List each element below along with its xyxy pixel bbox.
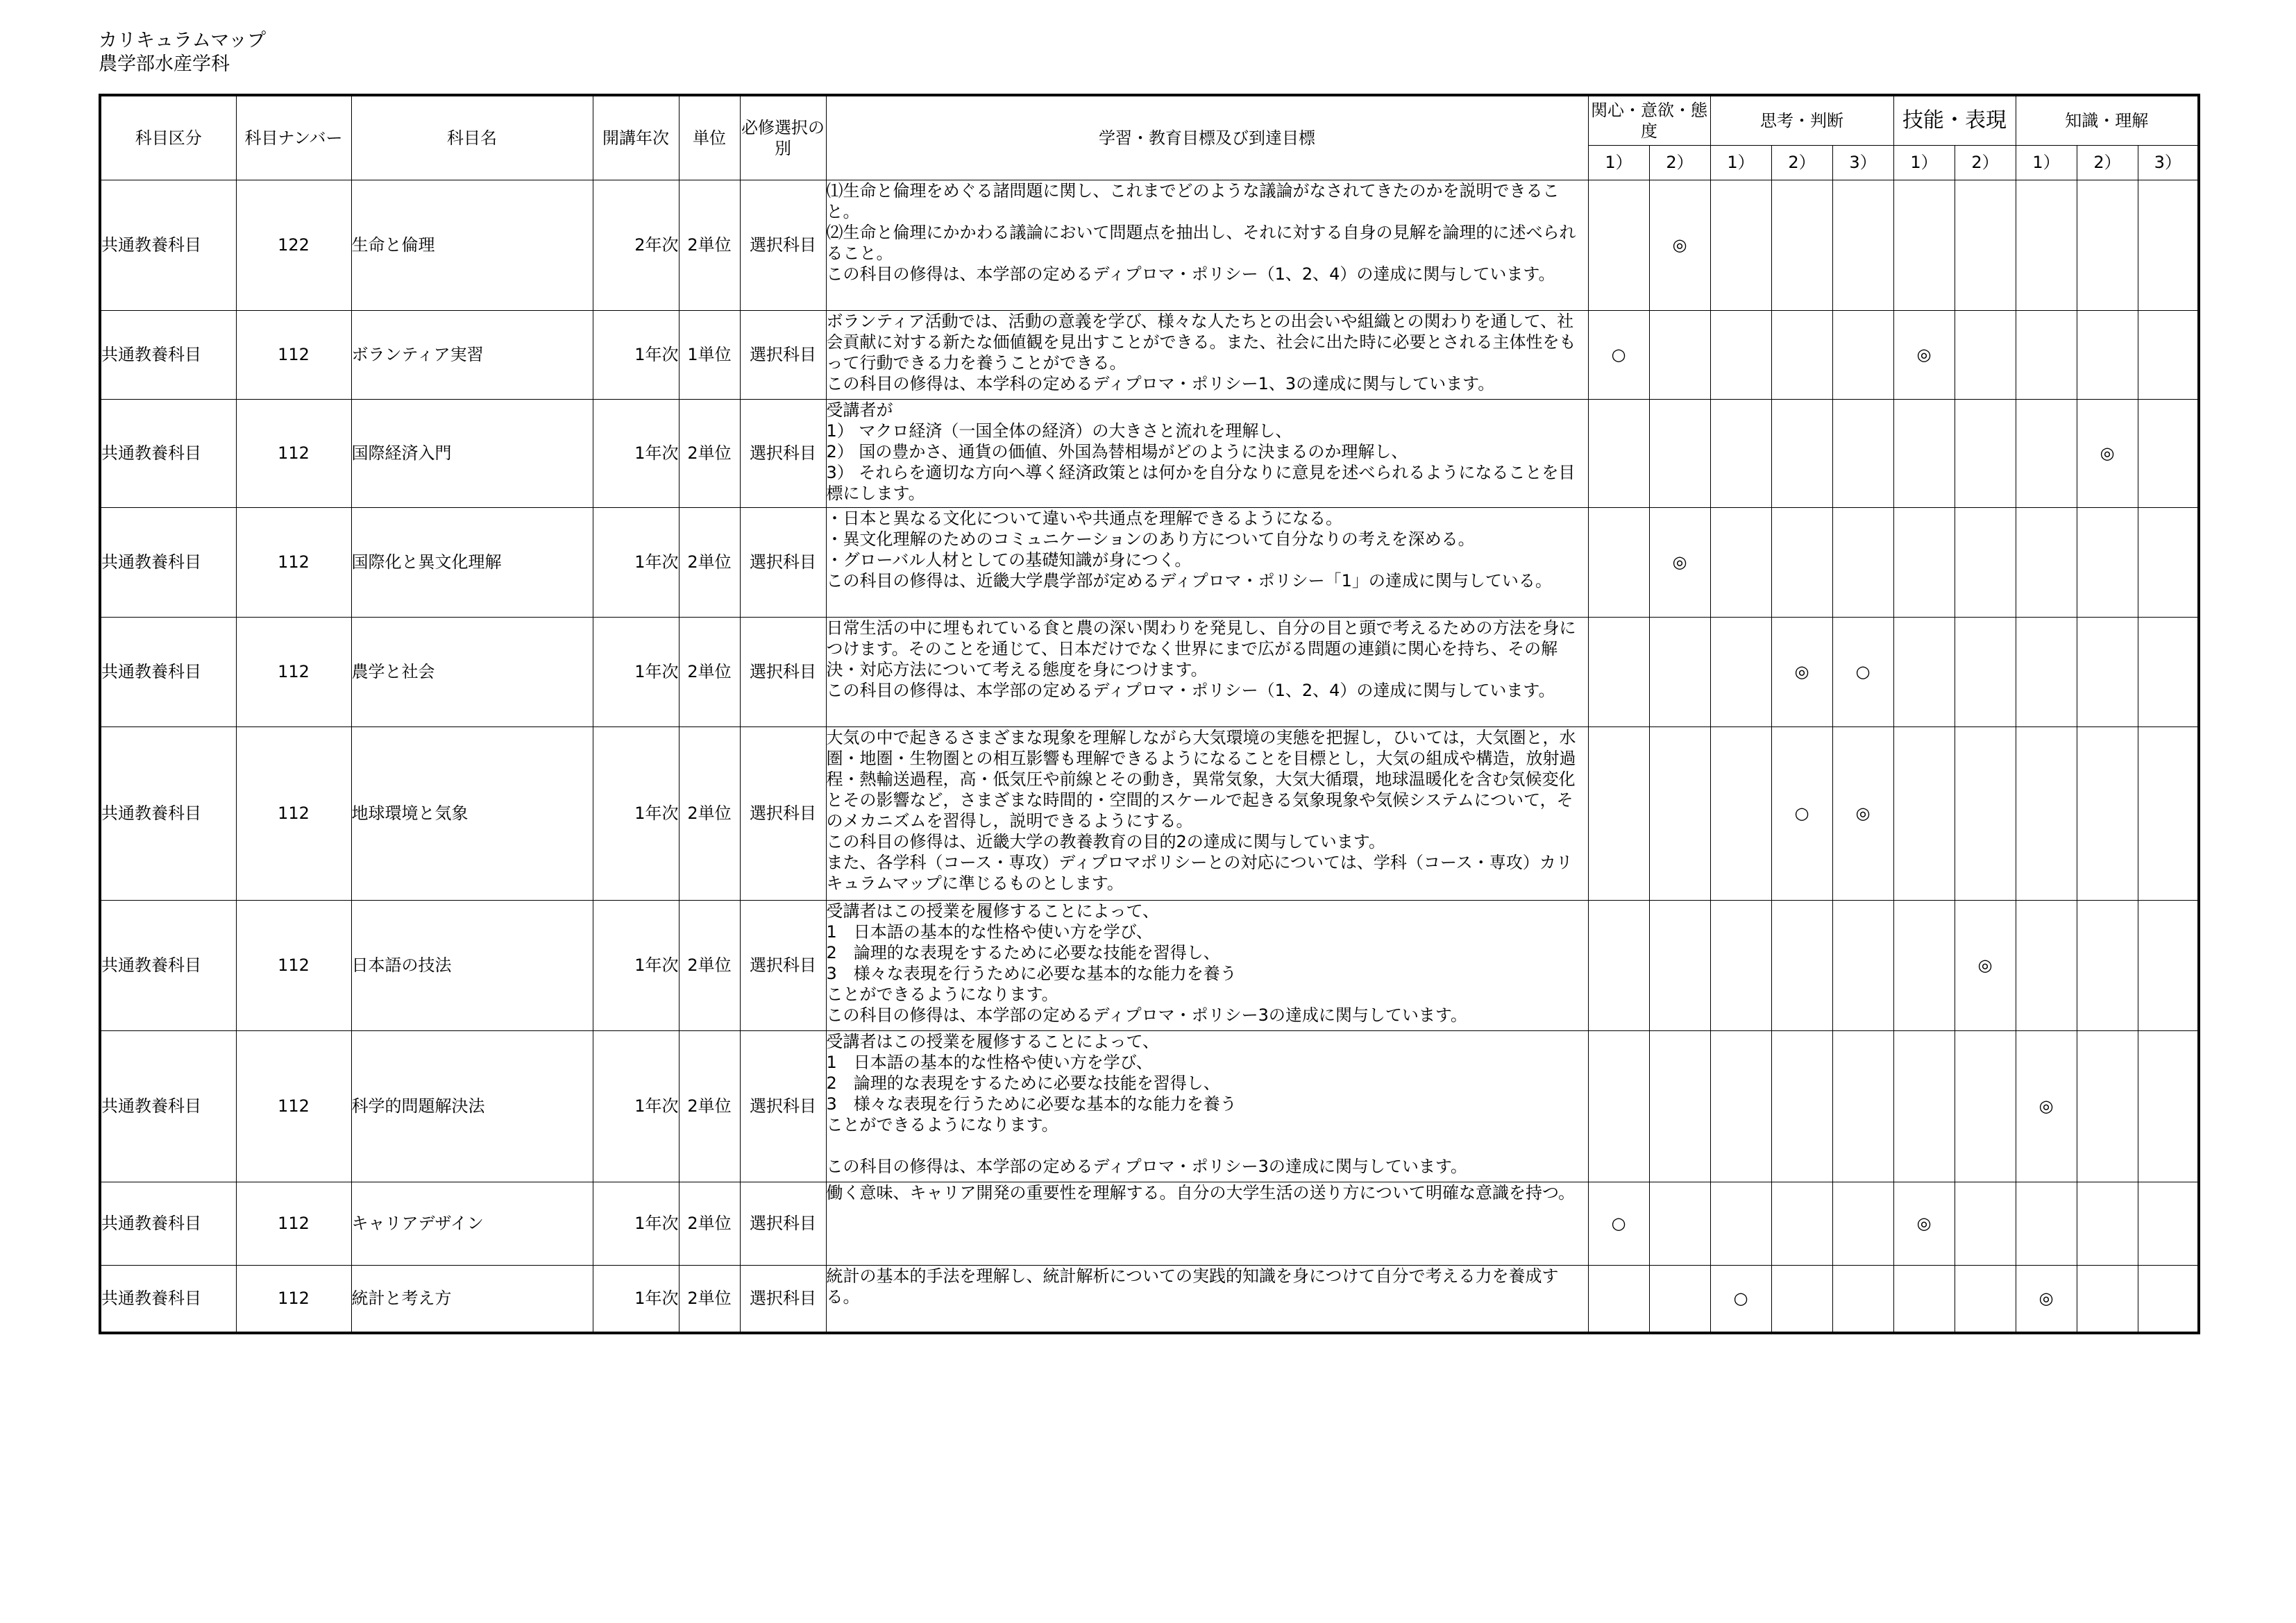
competency-mark: ◎ [1893,310,1955,399]
course-number: 112 [236,507,351,617]
course-goals: 働く意味、キャリア開発の重要性を理解する。自分の大学生活の送り方について明確な意識を持つ。 [826,1182,1588,1265]
competency-mark [2077,180,2138,310]
course-name: 農学と社会 [351,617,593,726]
competency-mark [1832,507,1893,617]
course-category: 共通教養科目 [100,617,236,726]
course-goals: ボランティア活動では、活動の意義を学び、様々な人たちとの出会いや組織との関わりを通して、社会貢献に対する新たな価値観を見出すことができる。また、社会に出た時に必要とされる主体性をもって行動できる力を養うことができる。 この科目の修得は、本学科の定めるディプロマ・ポリシー1、3の達成に関与しています。 [826,310,1588,399]
competency-mark [1771,1265,1832,1333]
sub-knowledge-3: 3） [2138,145,2199,180]
competency-mark [2138,617,2199,726]
course-goals: ・日本と異なる文化について違いや共通点を理解できるようになる。 ・異文化理解のためのコミュニケーションのあり方について自分なりの考えを深める。 ・グローバル人材としての基礎知識が身につく。 この科目の修得は、近畿大学農学部が定めるディプロマ・ポリシー「1」の達成に関与している。 [826,507,1588,617]
table-row [100,1030,2199,1182]
sub-knowledge-1: 1） [2016,145,2077,180]
competency-mark [1710,617,1771,726]
competency-mark: ○ [1588,310,1649,399]
course-number: 112 [236,399,351,507]
course-units: 2単位 [679,1030,740,1182]
course-category: 共通教養科目 [100,1030,236,1182]
course-number: 112 [236,1265,351,1333]
competency-mark [1649,726,1710,900]
competency-mark [2077,726,2138,900]
course-required: 選択科目 [740,507,826,617]
sub-thinking-3: 3） [1832,145,1893,180]
sub-interest-2: 2） [1649,145,1710,180]
course-required: 選択科目 [740,399,826,507]
table-row [100,180,2199,310]
competency-mark [1832,1265,1893,1333]
course-number: 112 [236,617,351,726]
course-units: 2単位 [679,1182,740,1265]
competency-mark [2077,1030,2138,1182]
competency-mark [1955,1265,2016,1333]
course-units: 2単位 [679,507,740,617]
competency-mark [2138,1265,2199,1333]
competency-mark [1771,1182,1832,1265]
competency-mark [2138,399,2199,507]
competency-mark [2016,1182,2077,1265]
course-year: 1年次 [593,507,679,617]
competency-mark [1588,1030,1649,1182]
competency-mark [2016,617,2077,726]
group-skills: 技能・表現 [1893,95,2016,145]
competency-mark [1710,310,1771,399]
table-row [100,617,2199,726]
course-goals: 受講者はこの授業を履修することによって、 1 日本語の基本的な性格や使い方を学び、 2 論理的な表現をするために必要な技能を習得し、 3 様々な表現を行うために必要な基本的な能力を養う ことができるようになります。 この科目の修得は、本学部の定めるディプロマ・ポリシー3の達成に関与しています。 [826,900,1588,1030]
competency-mark: ◎ [1649,507,1710,617]
sub-skills-1: 1） [1893,145,1955,180]
course-goals: 受講者はこの授業を履修することによって、 1 日本語の基本的な性格や使い方を学び、 2 論理的な表現をするために必要な技能を習得し、 3 様々な表現を行うために必要な基本的な能力を養う ことができるようになります。 この科目の修得は、本学部の定めるディプロマ・ポリシー3の達成に関与しています。 [826,1030,1588,1182]
course-number: 112 [236,310,351,399]
course-year: 1年次 [593,617,679,726]
course-number: 112 [236,900,351,1030]
competency-mark: ◎ [1649,180,1710,310]
col-category: 科目区分 [100,95,236,180]
competency-mark [1710,726,1771,900]
course-category: 共通教養科目 [100,726,236,900]
table-row [100,1265,2199,1333]
course-units: 2単位 [679,617,740,726]
course-category: 共通教養科目 [100,1265,236,1333]
competency-mark [1832,900,1893,1030]
competency-mark [2016,507,2077,617]
competency-mark: ◎ [2016,1265,2077,1333]
competency-mark [1893,726,1955,900]
course-name: 日本語の技法 [351,900,593,1030]
course-name: 国際経済入門 [351,399,593,507]
sub-thinking-1: 1） [1710,145,1771,180]
competency-mark [1588,399,1649,507]
competency-mark [1955,1182,2016,1265]
course-goals: ⑴生命と倫理をめぐる諸問題に関し、これまでどのような議論がなされてきたのかを説明できること。 ⑵生命と倫理にかかわる議論において問題点を抽出し、それに対する自身の見解を論理的に述べられること。 この科目の修得は、本学部の定めるディプロマ・ポリシー（1、2、4）の達成に関与しています。 [826,180,1588,310]
curriculum-map-table [99,94,2200,1334]
course-year: 1年次 [593,399,679,507]
competency-mark [1649,399,1710,507]
competency-mark [1588,900,1649,1030]
table-body [100,180,2199,1333]
competency-mark [2138,507,2199,617]
competency-mark [1955,310,2016,399]
sub-skills-2: 2） [1955,145,2016,180]
col-year: 開講年次 [593,95,679,180]
course-category: 共通教養科目 [100,180,236,310]
competency-mark [1893,399,1955,507]
competency-mark [1955,180,2016,310]
competency-mark [1588,617,1649,726]
competency-mark [1771,507,1832,617]
competency-mark [1710,1030,1771,1182]
competency-mark [2077,1182,2138,1265]
competency-mark [1710,399,1771,507]
course-category: 共通教養科目 [100,507,236,617]
course-year: 1年次 [593,1182,679,1265]
course-number: 112 [236,1030,351,1182]
course-units: 2単位 [679,399,740,507]
competency-mark [1955,726,2016,900]
course-year: 1年次 [593,1265,679,1333]
col-units: 単位 [679,95,740,180]
competency-mark [1893,1030,1955,1182]
course-number: 112 [236,1182,351,1265]
competency-mark [2016,900,2077,1030]
competency-mark [1771,399,1832,507]
course-name: 生命と倫理 [351,180,593,310]
col-number: 科目ナンバー [236,95,351,180]
competency-mark [2077,900,2138,1030]
document-header [99,29,266,76]
competency-mark: ○ [1832,617,1893,726]
table-row [100,900,2199,1030]
sub-thinking-2: 2） [1771,145,1832,180]
competency-mark [2138,180,2199,310]
competency-mark [2077,617,2138,726]
course-category: 共通教養科目 [100,900,236,1030]
course-name: 統計と考え方 [351,1265,593,1333]
competency-mark [1710,507,1771,617]
competency-mark [1893,1265,1955,1333]
course-units: 2単位 [679,900,740,1030]
course-category: 共通教養科目 [100,1182,236,1265]
sub-interest-1: 1） [1588,145,1649,180]
competency-mark: ◎ [1893,1182,1955,1265]
competency-mark: ◎ [2077,399,2138,507]
course-required: 選択科目 [740,1030,826,1182]
course-units: 2単位 [679,1265,740,1333]
course-required: 選択科目 [740,726,826,900]
competency-mark [1649,1182,1710,1265]
col-name: 科目名 [351,95,593,180]
competency-mark [2077,310,2138,399]
course-goals: 統計の基本的手法を理解し、統計解析についての実践的知識を身につけて自分で考える力を養成する。 [826,1265,1588,1333]
course-required: 選択科目 [740,1182,826,1265]
competency-mark [2077,1265,2138,1333]
competency-mark [1832,399,1893,507]
competency-mark [1771,900,1832,1030]
competency-mark [1649,310,1710,399]
course-name: ボランティア実習 [351,310,593,399]
competency-mark: ○ [1771,726,1832,900]
course-year: 1年次 [593,1030,679,1182]
competency-mark [1588,507,1649,617]
table-row [100,399,2199,507]
course-year: 1年次 [593,310,679,399]
competency-mark [1893,180,1955,310]
group-thinking: 思考・判断 [1710,95,1893,145]
document-title: カリキュラムマップ [99,30,267,51]
competency-mark [1832,1182,1893,1265]
competency-mark [2016,180,2077,310]
table-row [100,310,2199,399]
competency-mark [1649,1030,1710,1182]
competency-mark [1832,310,1893,399]
course-name: 地球環境と気象 [351,726,593,900]
competency-mark [2138,1030,2199,1182]
competency-mark [2016,310,2077,399]
competency-mark [2077,507,2138,617]
table-row [100,1182,2199,1265]
competency-mark [1893,507,1955,617]
competency-mark [1649,1265,1710,1333]
course-required: 選択科目 [740,310,826,399]
header-row [100,95,2199,145]
course-required: 選択科目 [740,180,826,310]
course-required: 選択科目 [740,1265,826,1333]
competency-mark: ○ [1588,1182,1649,1265]
sub-knowledge-2: 2） [2077,145,2138,180]
course-units: 2単位 [679,726,740,900]
course-goals: 日常生活の中に埋もれている食と農の深い関わりを発見し、自分の目と頭で考えるための方法を身につけます。そのことを通じて、日本だけでなく世界にまで広がる問題の連鎖に関心を持ち、その解決・対応方法について考える態度を身につけます。 この科目の修得は、本学部の定めるディプロマ・ポリシー（1、2、4）の達成に関与しています。 [826,617,1588,726]
competency-mark [2138,1182,2199,1265]
competency-mark [1649,617,1710,726]
competency-mark: ◎ [1955,900,2016,1030]
course-name: 科学的問題解決法 [351,1030,593,1182]
course-name: 国際化と異文化理解 [351,507,593,617]
course-year: 1年次 [593,726,679,900]
course-goals: 大気の中で起きるさまざまな現象を理解しながら大気環境の実態を把握し，ひいては，大気圏と，水圏・地圏・生物圏との相互影響も理解できるようになることを目標とし，大気の組成や構造，放射過程・熱輸送過程，高・低気圧や前線とその動き，異常気象，大気大循環，地球温暖化を含む気候変化とその影響など，さまざまな時間的・空間的スケールで起きる気象現象や気候システムについて，そのメカニズムを習得し，説明できるようにする。 この科目の修得は、近畿大学の教養教育の目的2の達成に関与しています。 また、各学科（コース・専攻）ディプロマポリシーとの対応については、学科（コース・専攻）カリキュラムマップに準じるものとします。 [826,726,1588,900]
course-year: 2年次 [593,180,679,310]
group-knowledge: 知識・理解 [2016,95,2199,145]
competency-mark [1710,180,1771,310]
competency-mark [1955,399,2016,507]
competency-mark [2016,399,2077,507]
competency-mark [2138,900,2199,1030]
course-category: 共通教養科目 [100,399,236,507]
course-units: 1単位 [679,310,740,399]
competency-mark [1710,900,1771,1030]
competency-mark [1771,310,1832,399]
competency-mark: ◎ [2016,1030,2077,1182]
competency-mark [1649,900,1710,1030]
competency-mark [1955,1030,2016,1182]
competency-mark [2138,726,2199,900]
group-interest: 関心・意欲・態度 [1588,95,1710,145]
competency-mark [2138,310,2199,399]
competency-mark: ◎ [1832,726,1893,900]
col-required: 必修選択の別 [740,95,826,180]
competency-mark [1771,180,1832,310]
competency-mark [1893,900,1955,1030]
competency-mark: ◎ [1771,617,1832,726]
competency-mark [1588,726,1649,900]
col-goals: 学習・教育目標及び到達目標 [826,95,1588,180]
competency-mark [1588,180,1649,310]
competency-mark [1832,180,1893,310]
competency-mark [1955,507,2016,617]
course-goals: 受講者が 1） マクロ経済（一国全体の経済）の大きさと流れを理解し、 2） 国の豊かさ、通貨の価値、外国為替相場がどのように決まるのか理解し、 3） それらを適切な方向へ導く経済政策とは何かを自分なりに意見を述べられるようになることを目標にします。 [826,399,1588,507]
competency-mark: ○ [1710,1265,1771,1333]
competency-mark [1710,1182,1771,1265]
course-name: キャリアデザイン [351,1182,593,1265]
competency-mark [1955,617,2016,726]
competency-mark [1771,1030,1832,1182]
competency-mark [1588,1265,1649,1333]
competency-mark [1893,617,1955,726]
course-units: 2単位 [679,180,740,310]
course-number: 122 [236,180,351,310]
table-row [100,507,2199,617]
table-row [100,726,2199,900]
course-required: 選択科目 [740,900,826,1030]
course-year: 1年次 [593,900,679,1030]
course-number: 112 [236,726,351,900]
course-required: 選択科目 [740,617,826,726]
department-name: 農学部水産学科 [99,53,230,75]
course-category: 共通教養科目 [100,310,236,399]
competency-mark [1832,1030,1893,1182]
competency-mark [2016,726,2077,900]
